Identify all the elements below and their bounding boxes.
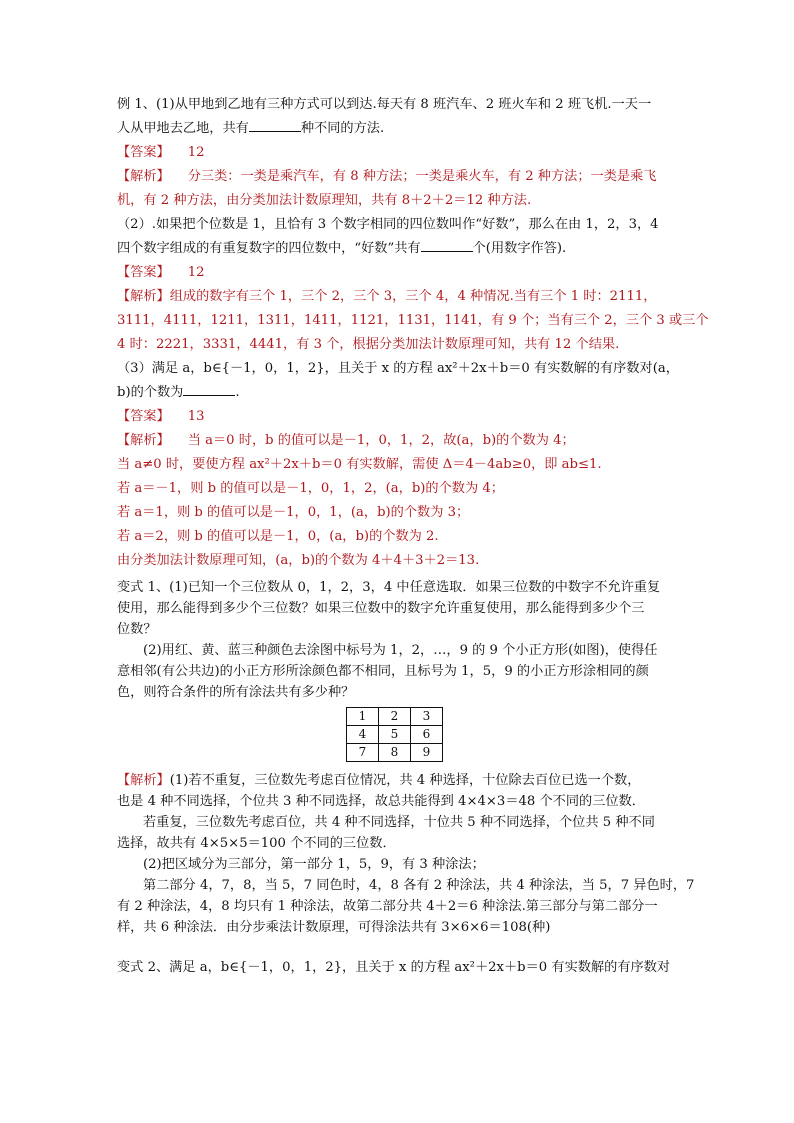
ex1-q2-line2: 四个数字组成的有重复数字的四位数中，“好数”共有 个(用数字作答). bbox=[117, 241, 567, 256]
grid-cell: 7 bbox=[347, 744, 379, 762]
var1-solution-line4: 选择，故共有 4×5×5＝100 个不同的三位数． bbox=[117, 836, 396, 851]
answer-blank bbox=[421, 239, 473, 252]
grid-cell: 1 bbox=[347, 708, 379, 726]
var1-line6: 色，则符合条件的所有涂法共有多少种？ bbox=[117, 685, 355, 700]
var1-solution-line1: 【解析】(1)若不重复，三位数先考虑百位情况，共 4 种选择，十位除去百位已选一个数， bbox=[117, 773, 641, 788]
answer-blank bbox=[249, 119, 301, 132]
ex1-answer1: 【答案】 12 bbox=[117, 145, 205, 160]
ex1-analysis2-line1: 【解析】组成的数字有三个 1，三个 2，三个 3，三个 4，4 种情况.当有三个 1 时：2111， bbox=[117, 289, 657, 304]
var1-solution-line8: 样，共 6 种涂法．由分步乘法计数原理，可得涂法共有 3×6×6＝108(种) bbox=[117, 920, 551, 935]
var1-solution-line7: 有 2 种涂法，4，8 均只有 1 种涂法，故第二部分共 4＋2＝6 种涂法.第三部分与第二部分一 bbox=[117, 899, 658, 914]
var1-line4: (2)用红、黄、蓝三种颜色去涂图中标号为 1，2，…，9 的 9 个小正方形(如图)，使得任 bbox=[143, 643, 658, 658]
grid-cell: 6 bbox=[411, 726, 443, 744]
ex1-analysis3-line3: 若 a＝－1，则 b 的值可以是－1，0，1，2，(a，b)的个数为 4； bbox=[117, 481, 504, 496]
number-grid bbox=[346, 707, 443, 762]
grid-cell: 4 bbox=[347, 726, 379, 744]
var1-solution-line2: 也是 4 种不同选择，个位共 3 种不同选择，故总共能得到 4×4×3＝48 个不同的三位数． bbox=[117, 794, 645, 809]
ex1-analysis1-line2: 机，有 2 种方法，由分类加法计数原理知，共有 8＋2＋2＝12 种方法. bbox=[117, 193, 532, 208]
var1-solution-line6: 第二部分 4，7，8，当 5，7 同色时，4，8 各有 2 种涂法，共 4 种涂法，当 5，7 异色时，7 bbox=[143, 878, 695, 893]
var1-line3: 位数？ bbox=[117, 622, 157, 637]
var1-line1: 变式 1、(1)已知一个三位数从 0，1，2，3，4 中任意选取．如果三位数的中数字不允许重复 bbox=[117, 580, 661, 595]
var1-solution-line3: 若重复，三位数先考虑百位，共 4 种不同选择，十位共 5 种不同选择，个位共 5 种不同 bbox=[143, 815, 655, 830]
ex1-answer3: 【答案】 13 bbox=[117, 409, 205, 424]
grid-cell: 2 bbox=[379, 708, 411, 726]
ex1-q3-line1: （3）满足 a，b∈{－1，0，1，2}，且关于 x 的方程 ax²＋2x＋b＝0 有实数解的有序数对(a， bbox=[117, 361, 679, 376]
var2-line1: 变式 2、满足 a，b∈{－1，0，1，2}，且关于 x 的方程 ax²＋2x＋b＝0 有实数解的有序数对 bbox=[117, 960, 671, 975]
ex1-analysis2-line2: 3111，4111，1211，1311，1411，1121，1131，1141，有 9 个；当有三个 2，三个 3 或三个 bbox=[117, 313, 709, 328]
grid-cell: 8 bbox=[379, 744, 411, 762]
var1-solution-line5: (2)把区域分为三部分，第一部分 1，5，9，有 3 种涂法； bbox=[143, 857, 485, 872]
ex1-analysis3-line6: 由分类加法计数原理可知，(a，b)的个数为 4＋4＋3＋2＝13. bbox=[117, 553, 480, 568]
ex1-analysis3-line1: 【解析】 当 a＝0 时，b 的值可以是－1，0，1，2，故(a，b)的个数为 4； bbox=[117, 433, 575, 448]
ex1-analysis1-line1: 【解析】 分三类：一类是乘汽车，有 8 种方法；一类是乘火车，有 2 种方法；一类是乘飞 bbox=[117, 169, 657, 184]
ex1-q1-line1: 例 1、(1)从甲地到乙地有三种方式可以到达.每天有 8 班汽车、2 班火车和 2 班飞机.一天一 bbox=[117, 97, 652, 112]
document-page bbox=[117, 93, 709, 980]
ex1-q1-line2: 人从甲地去乙地，共有 种不同的方法. bbox=[117, 121, 385, 136]
var1-line2: 使用，那么能得到多少个三位数？如果三位数中的数字允许重复使用，那么能得到多少个三 bbox=[117, 601, 645, 616]
grid-row bbox=[347, 726, 443, 744]
answer-blank bbox=[183, 383, 235, 396]
grid-cell: 9 bbox=[411, 744, 443, 762]
var1-line5: 意相邻(有公共边)的小正方形所涂颜色都不相同，且标号为 1，5，9 的小正方形涂相同的颜 bbox=[117, 664, 649, 679]
ex1-analysis3-line4: 若 a＝1，则 b 的值可以是－1，0，1，(a，b)的个数为 3； bbox=[117, 505, 470, 520]
grid-row bbox=[347, 744, 443, 762]
ex1-analysis2-line3: 4 时：2221，3331，4441，有 3 个，根据分类加法计数原理可知，共有 12 个结果. bbox=[117, 337, 620, 352]
grid-cell: 5 bbox=[379, 726, 411, 744]
ex1-analysis3-line5: 若 a＝2，则 b 的值可以是－1，0，(a，b)的个数为 2. bbox=[117, 529, 439, 544]
ex1-answer2: 【答案】 12 bbox=[117, 265, 205, 280]
grid-cell: 3 bbox=[411, 708, 443, 726]
ex1-q3-line2: b)的个数为 . bbox=[117, 385, 240, 400]
ex1-analysis3-line2: 当 a≠0 时，要使方程 ax²＋2x＋b＝0 有实数解，需使 Δ＝4－4ab≥0，即 ab≤1. bbox=[117, 457, 602, 472]
ex1-q2-line1: （2）.如果把个位数是 1，且恰有 3 个数字相同的四位数叫作“好数”，那么在由 1，2，3，4 bbox=[117, 217, 659, 232]
grid-row bbox=[347, 708, 443, 726]
